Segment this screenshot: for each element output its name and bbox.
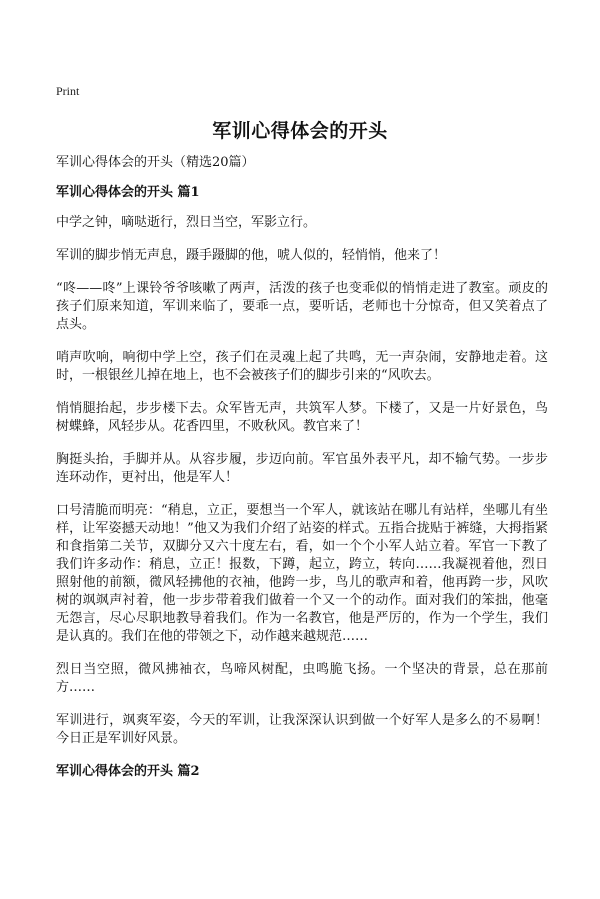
section-heading-2: 军训心得体会的开头 篇2 — [56, 764, 200, 779]
document-body — [56, 184, 548, 793]
paragraph: 哨声吹响，响彻中学上空，孩子们在灵魂上起了共鸣，无一声杂闹，安静地走着。这时，一根银丝儿掉在地上，也不会被孩子们的脚步引来的“风吹去。 — [56, 350, 548, 383]
paragraph: 烈日当空照，微风拂袖衣，鸟啼风树配，虫鸣脆飞扬。一个坚决的背景，总在那前方…… — [56, 662, 548, 695]
paragraph: 中学之钟，嘀哒逝行，烈日当空，军影立行。 — [56, 215, 317, 230]
document-title: 军训心得体会的开头 — [212, 120, 388, 142]
document-subtitle: 军训心得体会的开头（精选20篇） — [56, 155, 255, 170]
paragraph: “咚——咚”上课铃爷爷咳嗽了两声，活泼的孩子也变乖似的悄悄走进了教室。顽皮的孩子们原来知道，军训来临了，要乖一点，要听话，老师也十分惊奇，但又笑着点了点头。 — [56, 281, 548, 332]
paragraph: 军训的脚步悄无声息，蹑手蹑脚的他，唬人似的，轻悄悄，他来了！ — [56, 248, 447, 263]
paragraph: 胸挺头抬，手脚并从。从容步履，步迈向前。军官虽外表平凡，却不输气势。一步步连环动作，更衬出，他是军人！ — [56, 452, 548, 485]
paragraph: 口号清脆而明亮：“稍息，立正，要想当一个军人，就该站在哪儿有站样，坐哪儿有坐样，让军姿撼天动地！”他又为我们介绍了站姿的样式。五指合拢贴于裤缝，大拇指紧和食指第二关节，双脚分又六十度左右，看，如一个个小军人站立着。军官一下教了我们许多动作：稍息，立正！报数，下蹲，起立，跨立，转向……我凝视着他，烈日照射他的前额，微风轻拂他的衣袖，他跨一步，鸟儿的歌声和着，他再跨一步，风吹树的飒飒声衬着，他一步步带着我们做着一个又一个的动作。面对我们的笨拙，他毫无怨言，尽心尽职地教导着我们。作为一名教官，他是严厉的，作为一个学生，我们是认真的。我们在他的带领之下，动作越来越规范…… — [56, 503, 548, 644]
paragraph: 军训进行，飒爽军姿，今天的军训，让我深深认识到做一个好军人是多么的不易啊！今日正是军训好风景。 — [56, 713, 548, 746]
paragraph: 悄悄腿抬起，步步楼下去。众军皆无声，共筑军人梦。下楼了，又是一片好景色，鸟树蝶蜂，风轻步从。花香四里，不败秋风。教官来了！ — [56, 401, 548, 434]
section-heading-1: 军训心得体会的开头 篇1 — [56, 185, 200, 200]
print-label[interactable]: Print — [56, 84, 80, 98]
